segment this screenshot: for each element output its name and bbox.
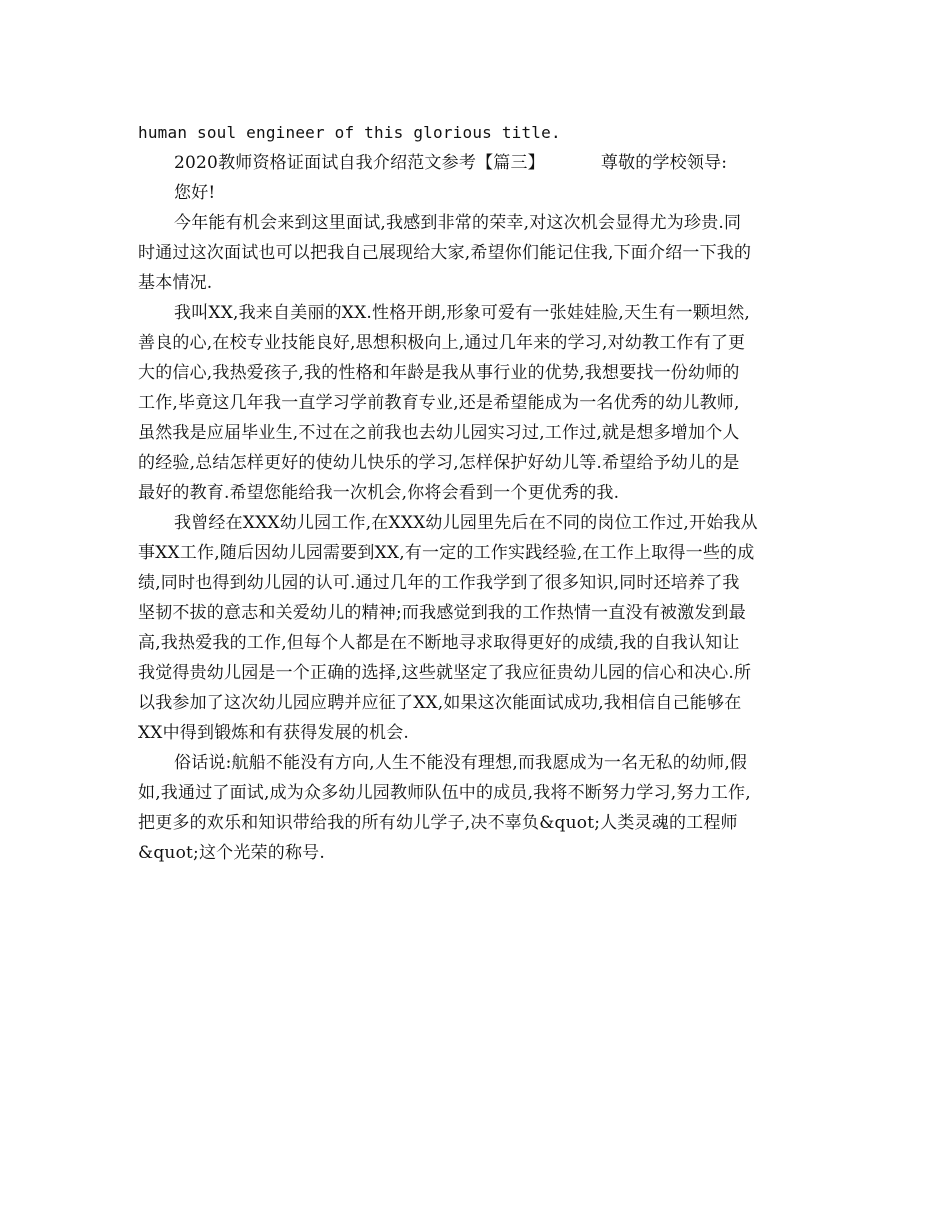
paragraph-line: 以我参加了这次幼儿园应聘并应征了XX,如果这次能面试成功,我相信自己能够在 bbox=[138, 693, 742, 713]
paragraph-line: 把更多的欢乐和知识带给我的所有幼儿学子,决不辜负&quot;人类灵魂的工程师 bbox=[138, 813, 738, 833]
paragraph-line: 坚韧不拔的意志和关爱幼儿的精神;而我感觉到我的工作热情一直没有被激发到最 bbox=[138, 603, 746, 623]
paragraph-line: 工作,毕竟这几年我一直学习学前教育专业,还是希望能成为一名优秀的幼儿教师, bbox=[138, 393, 740, 413]
paragraph-4 bbox=[138, 748, 824, 868]
document-page bbox=[138, 118, 824, 868]
paragraph-line: 绩,同时也得到幼儿园的认可.通过几年的工作我学到了很多知识,同时还培养了我 bbox=[138, 573, 740, 593]
paragraph-line: 大的信心,我热爱孩子,我的性格和年龄是我从事行业的优势,我想要找一份幼师的 bbox=[138, 363, 740, 383]
salutation: 尊敬的学校领导: bbox=[600, 153, 728, 173]
paragraph-1 bbox=[138, 208, 824, 298]
paragraph-line: 高,我热爱我的工作,但每个人都是在不断地寻求取得更好的成绩,我的自我认知让 bbox=[138, 633, 740, 653]
paragraph-3 bbox=[138, 508, 824, 748]
heading-title: 2020教师资格证面试自我介绍范文参考【篇三】 bbox=[174, 153, 545, 173]
paragraph-line: 基本情况. bbox=[138, 273, 213, 293]
paragraph-line: 俗话说:航船不能没有方向,人生不能没有理想,而我愿成为一名无私的幼师,假 bbox=[174, 753, 748, 773]
paragraph-line: XX中得到锻炼和有获得发展的机会. bbox=[138, 723, 410, 743]
paragraph-line: 善良的心,在校专业技能良好,思想积极向上,通过几年来的学习,对幼教工作有了更 bbox=[138, 333, 746, 353]
opening-line: human soul engineer of this glorious title. bbox=[138, 123, 561, 142]
paragraph-line: 我叫XX,我来自美丽的XX.性格开朗,形象可爱有一张娃娃脸,天生有一颗坦然, bbox=[174, 303, 751, 323]
paragraph-line: 虽然我是应届毕业生,不过在之前我也去幼儿园实习过,工作过,就是想多增加个人 bbox=[138, 423, 740, 443]
paragraph-line: 如,我通过了面试,成为众多幼儿园教师队伍中的成员,我将不断努力学习,努力工作, bbox=[138, 783, 751, 803]
greeting: 您好! bbox=[174, 183, 216, 203]
paragraph-line: 我曾经在XXX幼儿园工作,在XXX幼儿园里先后在不同的岗位工作过,开始我从 bbox=[174, 513, 758, 533]
paragraph-line: 事XX工作,随后因幼儿园需要到XX,有一定的工作实践经验,在工作上取得一些的成 bbox=[138, 543, 755, 563]
paragraph-2 bbox=[138, 298, 824, 508]
paragraph-line: 今年能有机会来到这里面试,我感到非常的荣幸,对这次机会显得尤为珍贵.同 bbox=[174, 213, 742, 233]
paragraph-line: 我觉得贵幼儿园是一个正确的选择,这些就坚定了我应征贵幼儿园的信心和决心.所 bbox=[138, 663, 752, 683]
paragraph-line: 的经验,总结怎样更好的使幼儿快乐的学习,怎样保护好幼儿等.希望给予幼儿的是 bbox=[138, 453, 740, 473]
heading-line bbox=[138, 148, 824, 178]
paragraph-line: &quot;这个光荣的称号. bbox=[138, 843, 325, 863]
paragraph-line: 最好的教育.希望您能给我一次机会,你将会看到一个更优秀的我. bbox=[138, 483, 620, 503]
paragraph-line: 时通过这次面试也可以把我自己展现给大家,希望你们能记住我,下面介绍一下我的 bbox=[138, 243, 752, 263]
